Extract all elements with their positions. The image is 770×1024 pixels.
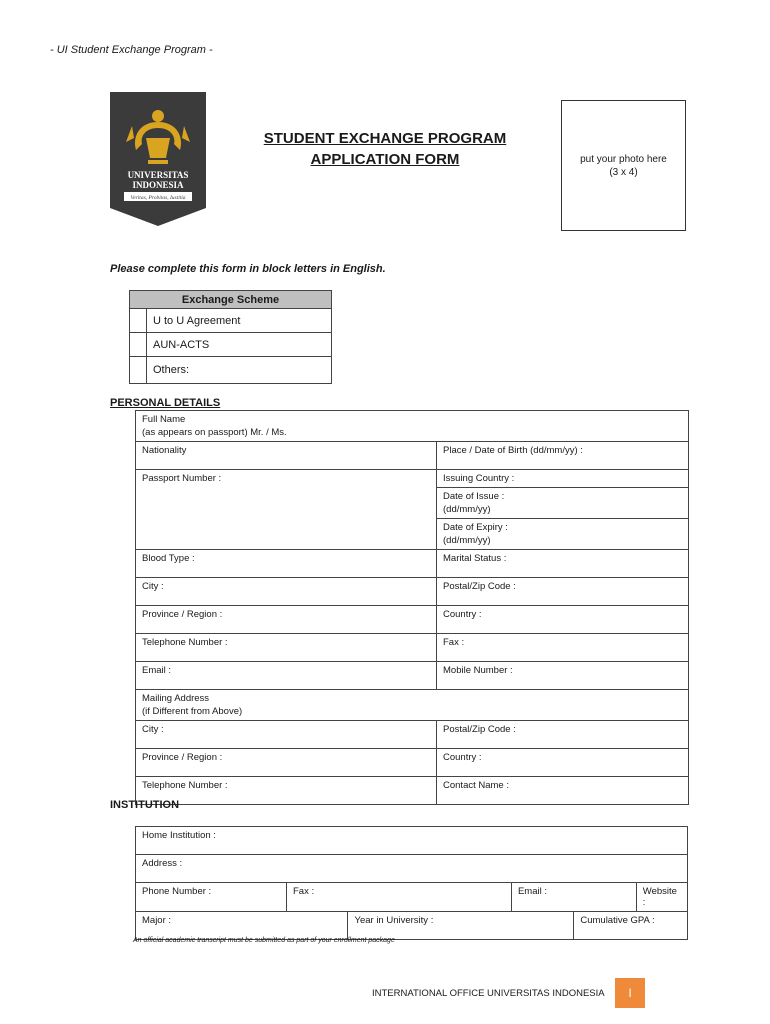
country-label: Country : — [443, 609, 482, 620]
photo-box[interactable] — [561, 100, 686, 231]
phone-field[interactable] — [136, 883, 287, 912]
mailing-province-field[interactable] — [136, 749, 437, 777]
full-name-note: (as appears on passport) Mr. / Ms. — [142, 427, 287, 438]
birth-label: Place / Date of Birth (dd/mm/yy) : — [443, 445, 583, 456]
header-note: - UI Student Exchange Program - — [50, 44, 213, 56]
city-field[interactable] — [136, 578, 437, 606]
mailing-country-field[interactable] — [437, 749, 689, 777]
major-field[interactable] — [136, 912, 348, 940]
page-number: I — [615, 978, 645, 1008]
institution-label: INSTITUTION — [110, 799, 180, 811]
mailing-address-label: Mailing Address — [142, 693, 210, 704]
fax-label: Fax : — [443, 637, 465, 648]
country-field[interactable] — [437, 606, 689, 634]
mailing-country-label: Country : — [443, 752, 482, 763]
institution-table — [135, 826, 688, 940]
passport-number-field[interactable] — [136, 470, 437, 550]
instruction-text: Please complete this form in block letters in English. — [110, 263, 386, 275]
university-logo — [110, 92, 206, 226]
date-of-issue-field[interactable] — [437, 488, 689, 519]
scheme-checkbox[interactable] — [130, 333, 147, 357]
mobile-field[interactable] — [437, 662, 689, 690]
city-label: City : — [142, 581, 164, 592]
province-label: Province / Region : — [142, 609, 223, 620]
form-title — [240, 128, 530, 170]
phone-label: Phone Number : — [142, 886, 212, 897]
scheme-checkbox[interactable] — [130, 357, 147, 384]
mailing-telephone-field[interactable] — [136, 777, 437, 805]
issuing-country-label: Issuing Country : — [443, 473, 515, 484]
date-of-issue-format: (dd/mm/yy) — [443, 504, 491, 515]
year-label: Year in University : — [354, 915, 434, 926]
address-label: Address : — [142, 858, 183, 869]
website-label: Website : — [642, 886, 677, 908]
mailing-postal-label: Postal/Zip Code : — [443, 724, 516, 735]
photo-box-size: (3 x 4) — [609, 167, 638, 178]
year-field[interactable] — [348, 912, 574, 940]
home-institution-field[interactable] — [136, 827, 688, 855]
mailing-telephone-label: Telephone Number : — [142, 780, 228, 791]
photo-box-label: put your photo here — [580, 154, 667, 165]
logo-motto: Veritas, Probitas, Iustitia — [130, 195, 186, 201]
scheme-checkbox[interactable] — [130, 309, 147, 333]
scheme-option: AUN-ACTS — [147, 333, 332, 357]
mailing-city-label: City : — [142, 724, 164, 735]
birth-field[interactable] — [437, 442, 689, 470]
date-of-expiry-format: (dd/mm/yy) — [443, 535, 491, 546]
exchange-scheme-header: Exchange Scheme — [130, 291, 332, 309]
logo-name-line2: INDONESIA — [132, 180, 184, 190]
issuing-country-field[interactable] — [437, 470, 689, 488]
institution-email-label: Email : — [517, 886, 547, 897]
mailing-postal-field[interactable] — [437, 721, 689, 749]
form-title-line2: APPLICATION FORM — [310, 151, 460, 168]
institution-email-field[interactable] — [511, 883, 636, 912]
province-field[interactable] — [136, 606, 437, 634]
blood-type-label: Blood Type : — [142, 553, 195, 564]
address-field[interactable] — [136, 855, 688, 883]
personal-details-table — [135, 410, 689, 805]
exchange-scheme-table — [129, 290, 332, 384]
telephone-label: Telephone Number : — [142, 637, 228, 648]
logo-name-line1: UNIVERSITAS — [127, 170, 189, 180]
form-title-line1: STUDENT EXCHANGE PROGRAM — [263, 130, 507, 147]
mailing-city-field[interactable] — [136, 721, 437, 749]
institution-fax-field[interactable] — [287, 883, 512, 912]
scheme-option: U to U Agreement — [147, 309, 332, 333]
date-of-issue-label: Date of Issue : — [443, 491, 505, 502]
gpa-label: Cumulative GPA : — [580, 915, 655, 926]
passport-number-label: Passport Number : — [142, 473, 222, 484]
website-field[interactable] — [636, 883, 687, 912]
marital-status-label: Marital Status : — [443, 553, 507, 564]
email-field[interactable] — [136, 662, 437, 690]
date-of-expiry-field[interactable] — [437, 519, 689, 550]
full-name-field[interactable] — [136, 411, 689, 442]
mobile-label: Mobile Number : — [443, 665, 513, 676]
nationality-field[interactable] — [136, 442, 437, 470]
postal-label: Postal/Zip Code : — [443, 581, 516, 592]
gpa-field[interactable] — [574, 912, 688, 940]
postal-field[interactable] — [437, 578, 689, 606]
personal-details-label: PERSONAL DETAILS — [110, 397, 221, 409]
major-label: Major : — [142, 915, 172, 926]
marital-status-field[interactable] — [437, 550, 689, 578]
transcript-footnote: An official academic transcript must be submitted as part of your enrollment package — [133, 937, 395, 944]
mailing-address-note: (if Different from Above) — [142, 706, 243, 717]
telephone-field[interactable] — [136, 634, 437, 662]
nationality-label: Nationality — [142, 445, 187, 456]
scheme-option: Others: — [147, 357, 332, 384]
home-institution-label: Home Institution : — [142, 830, 216, 841]
institution-fax-label: Fax : — [293, 886, 315, 897]
blood-type-field[interactable] — [136, 550, 437, 578]
contact-name-field[interactable] — [437, 777, 689, 805]
fax-field[interactable] — [437, 634, 689, 662]
full-name-label: Full Name — [142, 414, 186, 425]
mailing-province-label: Province / Region : — [142, 752, 223, 763]
footer-text: INTERNATIONAL OFFICE UNIVERSITAS INDONESIA — [372, 988, 605, 999]
email-label: Email : — [142, 665, 172, 676]
mailing-address-field[interactable] — [136, 690, 689, 721]
date-of-expiry-label: Date of Expiry : — [443, 522, 508, 533]
contact-name-label: Contact Name : — [443, 780, 509, 791]
